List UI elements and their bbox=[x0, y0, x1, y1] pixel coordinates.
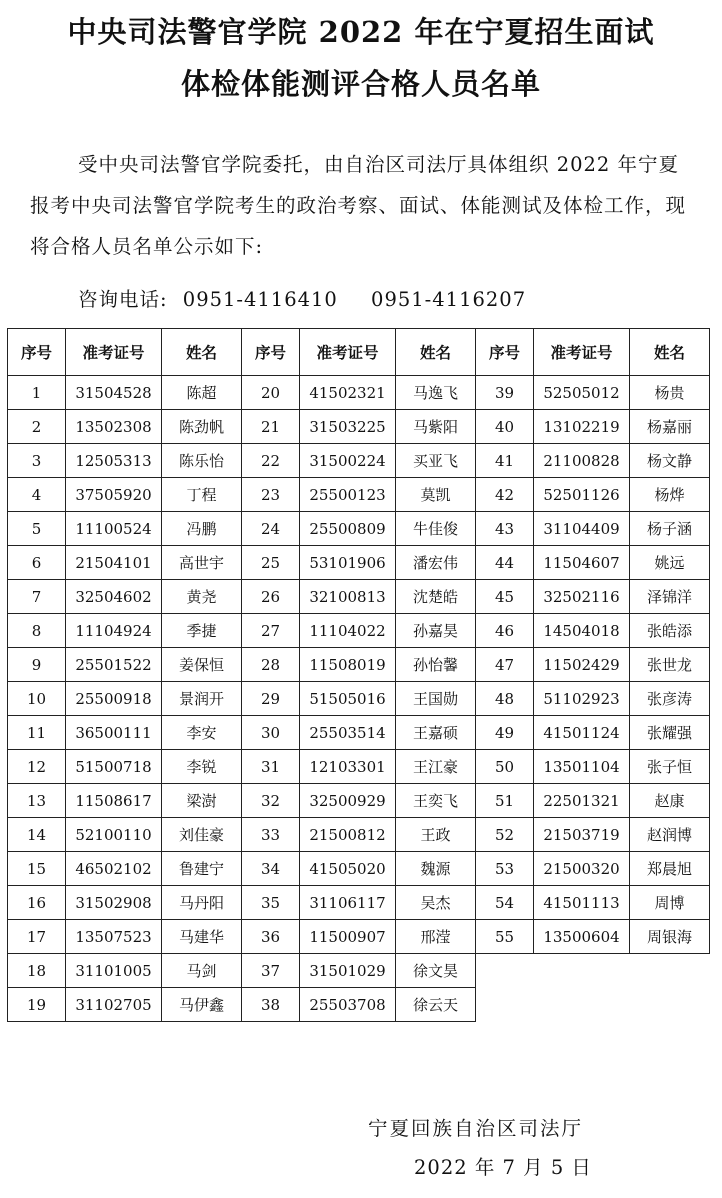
issuer-signature: 宁夏回族自治区司法厅 bbox=[368, 1117, 584, 1140]
serial-number-cell: 27 bbox=[242, 614, 300, 648]
name-cell: 刘佳豪 bbox=[162, 818, 242, 852]
serial-number-cell: 42 bbox=[476, 478, 534, 512]
serial-number-cell: 5 bbox=[8, 512, 66, 546]
serial-number-cell: 28 bbox=[242, 648, 300, 682]
table-row bbox=[8, 750, 710, 784]
name-cell: 鲁建宁 bbox=[162, 852, 242, 886]
name-cell: 徐文昊 bbox=[396, 954, 476, 988]
name-cell: 马丹阳 bbox=[162, 886, 242, 920]
header-cell: 准考证号 bbox=[300, 329, 396, 376]
exam-id-cell: 12103301 bbox=[300, 750, 396, 784]
name-cell: 沈楚皓 bbox=[396, 580, 476, 614]
name-cell: 杨嘉丽 bbox=[630, 410, 710, 444]
name-cell: 马伊鑫 bbox=[162, 988, 242, 1022]
exam-id-cell: 21503719 bbox=[534, 818, 630, 852]
name-cell: 季捷 bbox=[162, 614, 242, 648]
serial-number-cell: 23 bbox=[242, 478, 300, 512]
serial-number-cell: 20 bbox=[242, 376, 300, 410]
empty-cell bbox=[534, 988, 630, 1022]
exam-id-cell: 51500718 bbox=[66, 750, 162, 784]
empty-cell bbox=[630, 988, 710, 1022]
table-row bbox=[8, 512, 710, 546]
table-row bbox=[8, 682, 710, 716]
serial-number-cell: 37 bbox=[242, 954, 300, 988]
phone-number-2: 0951-4116207 bbox=[371, 288, 527, 311]
table-row bbox=[8, 614, 710, 648]
name-cell: 孙嘉昊 bbox=[396, 614, 476, 648]
exam-id-cell: 11100524 bbox=[66, 512, 162, 546]
table-row bbox=[8, 920, 710, 954]
serial-number-cell: 41 bbox=[476, 444, 534, 478]
exam-id-cell: 11508019 bbox=[300, 648, 396, 682]
exam-id-cell: 41501113 bbox=[534, 886, 630, 920]
contact-line bbox=[78, 284, 526, 312]
qualified-list-table bbox=[7, 328, 710, 1022]
exam-id-cell: 25500918 bbox=[66, 682, 162, 716]
exam-id-cell: 13502308 bbox=[66, 410, 162, 444]
serial-number-cell: 32 bbox=[242, 784, 300, 818]
exam-id-cell: 31503225 bbox=[300, 410, 396, 444]
name-cell: 杨文静 bbox=[630, 444, 710, 478]
serial-number-cell: 54 bbox=[476, 886, 534, 920]
name-cell: 王江豪 bbox=[396, 750, 476, 784]
serial-number-cell: 14 bbox=[8, 818, 66, 852]
name-cell: 马紫阳 bbox=[396, 410, 476, 444]
exam-id-cell: 32100813 bbox=[300, 580, 396, 614]
serial-number-cell: 53 bbox=[476, 852, 534, 886]
header-cell: 序号 bbox=[476, 329, 534, 376]
serial-number-cell: 34 bbox=[242, 852, 300, 886]
name-cell: 黄尧 bbox=[162, 580, 242, 614]
exam-id-cell: 41501124 bbox=[534, 716, 630, 750]
contact-label: 咨询电话: bbox=[78, 288, 168, 311]
exam-id-cell: 13507523 bbox=[66, 920, 162, 954]
serial-number-cell: 21 bbox=[242, 410, 300, 444]
table-row bbox=[8, 784, 710, 818]
header-cell: 姓名 bbox=[162, 329, 242, 376]
exam-id-cell: 13102219 bbox=[534, 410, 630, 444]
serial-number-cell: 6 bbox=[8, 546, 66, 580]
table-row bbox=[8, 886, 710, 920]
empty-cell bbox=[476, 988, 534, 1022]
serial-number-cell: 4 bbox=[8, 478, 66, 512]
serial-number-cell: 1 bbox=[8, 376, 66, 410]
table-row bbox=[8, 580, 710, 614]
exam-id-cell: 13500604 bbox=[534, 920, 630, 954]
name-cell: 陈乐怡 bbox=[162, 444, 242, 478]
exam-id-cell: 31106117 bbox=[300, 886, 396, 920]
serial-number-cell: 36 bbox=[242, 920, 300, 954]
exam-id-cell: 36500111 bbox=[66, 716, 162, 750]
exam-id-cell: 41505020 bbox=[300, 852, 396, 886]
name-cell: 陈劲帆 bbox=[162, 410, 242, 444]
name-cell: 张皓添 bbox=[630, 614, 710, 648]
exam-id-cell: 11508617 bbox=[66, 784, 162, 818]
table-row bbox=[8, 648, 710, 682]
serial-number-cell: 49 bbox=[476, 716, 534, 750]
empty-cell bbox=[630, 954, 710, 988]
name-cell: 吴杰 bbox=[396, 886, 476, 920]
exam-id-cell: 31502908 bbox=[66, 886, 162, 920]
exam-id-cell: 37505920 bbox=[66, 478, 162, 512]
name-cell: 李锐 bbox=[162, 750, 242, 784]
name-cell: 莫凯 bbox=[396, 478, 476, 512]
exam-id-cell: 52505012 bbox=[534, 376, 630, 410]
empty-cell bbox=[534, 954, 630, 988]
table-header-row bbox=[8, 329, 710, 376]
serial-number-cell: 47 bbox=[476, 648, 534, 682]
serial-number-cell: 43 bbox=[476, 512, 534, 546]
name-cell: 李安 bbox=[162, 716, 242, 750]
name-cell: 张彦涛 bbox=[630, 682, 710, 716]
exam-id-cell: 32502116 bbox=[534, 580, 630, 614]
exam-id-cell: 31102705 bbox=[66, 988, 162, 1022]
exam-id-cell: 31500224 bbox=[300, 444, 396, 478]
issue-date: 2022 年 7 月 5 日 bbox=[414, 1156, 592, 1179]
serial-number-cell: 22 bbox=[242, 444, 300, 478]
name-cell: 牛佳俊 bbox=[396, 512, 476, 546]
exam-id-cell: 11502429 bbox=[534, 648, 630, 682]
exam-id-cell: 46502102 bbox=[66, 852, 162, 886]
serial-number-cell: 9 bbox=[8, 648, 66, 682]
intro-paragraph bbox=[30, 144, 694, 267]
serial-number-cell: 8 bbox=[8, 614, 66, 648]
name-cell: 周银海 bbox=[630, 920, 710, 954]
name-cell: 买亚飞 bbox=[396, 444, 476, 478]
name-cell: 赵康 bbox=[630, 784, 710, 818]
name-cell: 马逸飞 bbox=[396, 376, 476, 410]
serial-number-cell: 55 bbox=[476, 920, 534, 954]
name-cell: 杨子涵 bbox=[630, 512, 710, 546]
name-cell: 王嘉硕 bbox=[396, 716, 476, 750]
table-row bbox=[8, 716, 710, 750]
table-row bbox=[8, 410, 710, 444]
serial-number-cell: 3 bbox=[8, 444, 66, 478]
serial-number-cell: 17 bbox=[8, 920, 66, 954]
serial-number-cell: 48 bbox=[476, 682, 534, 716]
table-row bbox=[8, 444, 710, 478]
exam-id-cell: 12505313 bbox=[66, 444, 162, 478]
name-cell: 陈超 bbox=[162, 376, 242, 410]
header-cell: 准考证号 bbox=[534, 329, 630, 376]
exam-id-cell: 53101906 bbox=[300, 546, 396, 580]
serial-number-cell: 30 bbox=[242, 716, 300, 750]
serial-number-cell: 2 bbox=[8, 410, 66, 444]
table-row bbox=[8, 376, 710, 410]
serial-number-cell: 12 bbox=[8, 750, 66, 784]
serial-number-cell: 25 bbox=[242, 546, 300, 580]
exam-id-cell: 22501321 bbox=[534, 784, 630, 818]
name-cell: 丁程 bbox=[162, 478, 242, 512]
name-cell: 高世宇 bbox=[162, 546, 242, 580]
serial-number-cell: 19 bbox=[8, 988, 66, 1022]
serial-number-cell: 44 bbox=[476, 546, 534, 580]
name-cell: 徐云天 bbox=[396, 988, 476, 1022]
exam-id-cell: 31101005 bbox=[66, 954, 162, 988]
name-cell: 邢滢 bbox=[396, 920, 476, 954]
exam-id-cell: 11504607 bbox=[534, 546, 630, 580]
header-cell: 序号 bbox=[242, 329, 300, 376]
name-cell: 张子恒 bbox=[630, 750, 710, 784]
name-cell: 景润开 bbox=[162, 682, 242, 716]
exam-id-cell: 52501126 bbox=[534, 478, 630, 512]
name-cell: 潘宏伟 bbox=[396, 546, 476, 580]
serial-number-cell: 52 bbox=[476, 818, 534, 852]
exam-id-cell: 21100828 bbox=[534, 444, 630, 478]
exam-id-cell: 11104022 bbox=[300, 614, 396, 648]
name-cell: 王政 bbox=[396, 818, 476, 852]
exam-id-cell: 51505016 bbox=[300, 682, 396, 716]
serial-number-cell: 40 bbox=[476, 410, 534, 444]
serial-number-cell: 31 bbox=[242, 750, 300, 784]
header-cell: 序号 bbox=[8, 329, 66, 376]
name-cell: 孙怡馨 bbox=[396, 648, 476, 682]
name-cell: 张耀强 bbox=[630, 716, 710, 750]
table-body bbox=[8, 376, 710, 1022]
exam-id-cell: 13501104 bbox=[534, 750, 630, 784]
name-cell: 姜保恒 bbox=[162, 648, 242, 682]
serial-number-cell: 18 bbox=[8, 954, 66, 988]
name-cell: 郑晨旭 bbox=[630, 852, 710, 886]
serial-number-cell: 16 bbox=[8, 886, 66, 920]
serial-number-cell: 7 bbox=[8, 580, 66, 614]
header-cell: 姓名 bbox=[630, 329, 710, 376]
exam-id-cell: 51102923 bbox=[534, 682, 630, 716]
exam-id-cell: 11500907 bbox=[300, 920, 396, 954]
exam-id-cell: 32504602 bbox=[66, 580, 162, 614]
table-row bbox=[8, 852, 710, 886]
serial-number-cell: 26 bbox=[242, 580, 300, 614]
exam-id-cell: 25503708 bbox=[300, 988, 396, 1022]
intro-paragraph-text: 受中央司法警官学院委托，由自治区司法厅具体组织 2022 年宁夏报考中央司法警官学院考生的政治考察、面试、体能测试及体检工作，现将合格人员名单公示如下: bbox=[30, 153, 687, 258]
table-row bbox=[8, 954, 710, 988]
serial-number-cell: 39 bbox=[476, 376, 534, 410]
table-row bbox=[8, 988, 710, 1022]
serial-number-cell: 13 bbox=[8, 784, 66, 818]
serial-number-cell: 51 bbox=[476, 784, 534, 818]
exam-id-cell: 25500809 bbox=[300, 512, 396, 546]
exam-id-cell: 11104924 bbox=[66, 614, 162, 648]
empty-cell bbox=[476, 954, 534, 988]
document-title-line1: 中央司法警官学院 2022 年在宁夏招生面试 bbox=[67, 15, 655, 49]
exam-id-cell: 25501522 bbox=[66, 648, 162, 682]
header-cell: 姓名 bbox=[396, 329, 476, 376]
phone-number-1: 0951-4116410 bbox=[182, 288, 338, 311]
exam-id-cell: 41502321 bbox=[300, 376, 396, 410]
table-row bbox=[8, 478, 710, 512]
name-cell: 杨贵 bbox=[630, 376, 710, 410]
name-cell: 泽锦洋 bbox=[630, 580, 710, 614]
name-cell: 杨烨 bbox=[630, 478, 710, 512]
exam-id-cell: 21500812 bbox=[300, 818, 396, 852]
serial-number-cell: 35 bbox=[242, 886, 300, 920]
name-cell: 周博 bbox=[630, 886, 710, 920]
name-cell: 张世龙 bbox=[630, 648, 710, 682]
exam-id-cell: 52100110 bbox=[66, 818, 162, 852]
exam-id-cell: 21504101 bbox=[66, 546, 162, 580]
serial-number-cell: 38 bbox=[242, 988, 300, 1022]
name-cell: 赵润博 bbox=[630, 818, 710, 852]
exam-id-cell: 31501029 bbox=[300, 954, 396, 988]
exam-id-cell: 32500929 bbox=[300, 784, 396, 818]
name-cell: 魏源 bbox=[396, 852, 476, 886]
exam-id-cell: 14504018 bbox=[534, 614, 630, 648]
exam-id-cell: 31104409 bbox=[534, 512, 630, 546]
name-cell: 梁澍 bbox=[162, 784, 242, 818]
serial-number-cell: 29 bbox=[242, 682, 300, 716]
name-cell: 姚远 bbox=[630, 546, 710, 580]
table-row bbox=[8, 546, 710, 580]
serial-number-cell: 46 bbox=[476, 614, 534, 648]
serial-number-cell: 24 bbox=[242, 512, 300, 546]
serial-number-cell: 33 bbox=[242, 818, 300, 852]
exam-id-cell: 25503514 bbox=[300, 716, 396, 750]
serial-number-cell: 50 bbox=[476, 750, 534, 784]
serial-number-cell: 11 bbox=[8, 716, 66, 750]
document-title-line2: 体检体能测评合格人员名单 bbox=[180, 67, 541, 101]
name-cell: 王国勋 bbox=[396, 682, 476, 716]
table-row bbox=[8, 818, 710, 852]
serial-number-cell: 15 bbox=[8, 852, 66, 886]
header-cell: 准考证号 bbox=[66, 329, 162, 376]
name-cell: 冯鹏 bbox=[162, 512, 242, 546]
name-cell: 王奕飞 bbox=[396, 784, 476, 818]
serial-number-cell: 45 bbox=[476, 580, 534, 614]
exam-id-cell: 21500320 bbox=[534, 852, 630, 886]
exam-id-cell: 25500123 bbox=[300, 478, 396, 512]
name-cell: 马建华 bbox=[162, 920, 242, 954]
exam-id-cell: 31504528 bbox=[66, 376, 162, 410]
name-cell: 马剑 bbox=[162, 954, 242, 988]
serial-number-cell: 10 bbox=[8, 682, 66, 716]
